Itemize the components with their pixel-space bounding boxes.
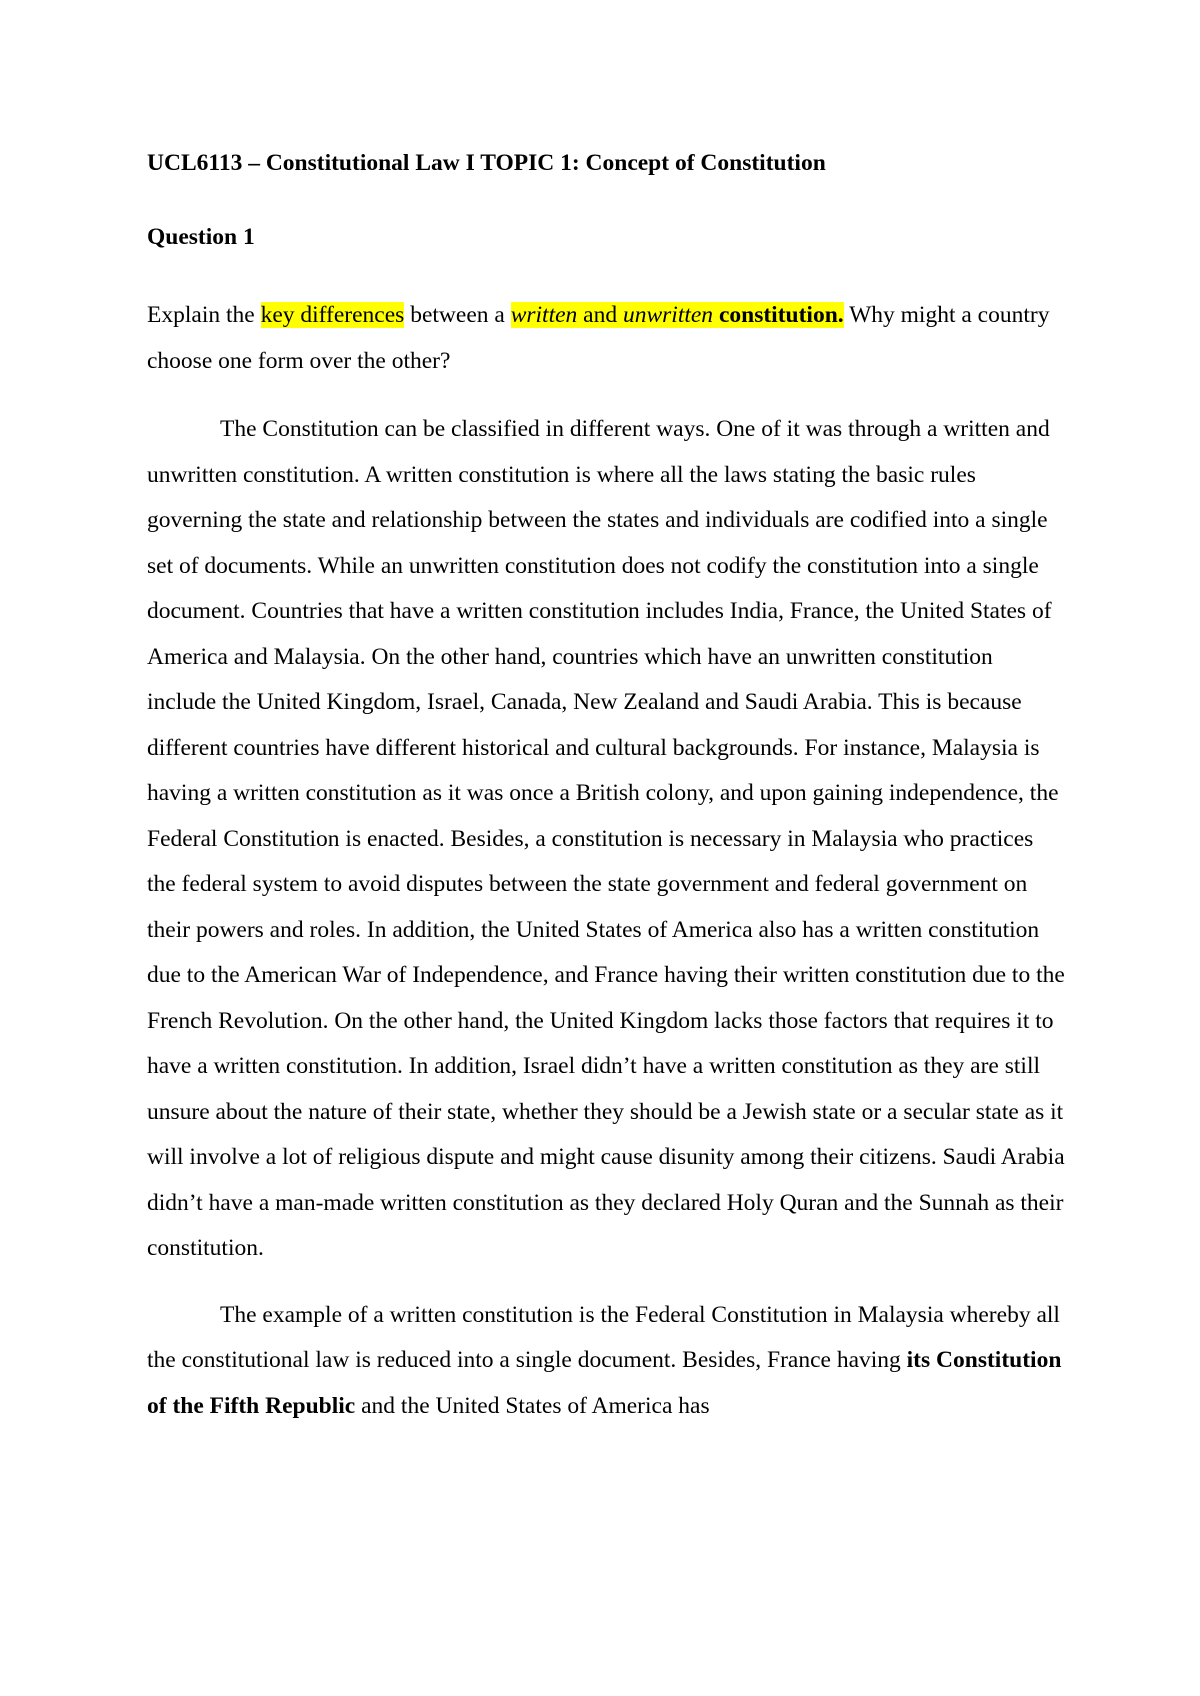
document-body [147,146,1067,1429]
highlight-unwritten: unwritten [622,302,714,328]
highlight-key-differences: key differences [260,302,405,328]
question-text-part3: Why might a country choose one form over the other? [147,302,1050,374]
question-label: Question 1 [147,224,255,250]
paragraph-2-part1: The example of a written constitution is the Federal Constitution in Malaysia whereby all the constitutional law is reduced into a single document. Besides, France having [147,1301,1060,1373]
paragraph-2-bold-phrase: its Constitution of the Fifth Republic [147,1347,1062,1419]
paragraph-2-part2: and the United States of America has [355,1392,710,1419]
highlight-written: written [510,302,578,328]
question-text-part1: Explain the [147,302,261,328]
question-text [147,293,1067,384]
document-title: UCL6113 – Constitutional Law I TOPIC 1: Concept of Constitution [147,150,826,176]
paragraph-1: The Constitution can be classified in different ways. One of it was through a written and unwritten constitution. A written constitution is where all the laws stating the basic rules governing the state and relationship between the states and individuals are codified into a single set of documents. While an unwritten constitution does not codify the constitution into a single document. Countries that have a written constitution includes India, France, the United States of America and Malaysia. On the other hand, countries which have an unwritten constitution include the United Kingdom, Israel, Canada, New Zealand and Saudi Arabia. This is because different countries have different historical and cultural backgrounds. For instance, Malaysia is having a written constitution as it was once a British colony, and upon gaining independence, the Federal Constitution is enacted. Besides, a constitution is necessary in Malaysia who practices the federal system to avoid disputes between the state government and federal government on their powers and roles. In addition, the United States of America also has a written constitution due to the American War of Independence, and France having their written constitution due to the French Revolution. On the other hand, the United Kingdom lacks those factors that requires it to have a written constitution. In addition, Israel didn’t have a written constitution as they are still unsure about the nature of their state, whether they should be a Jewish state or a secular state as it will involve a lot of religious dispute and might cause disunity among their citizens. Saudi Arabia didn’t have a man-made written constitution as they declared Holy Quran and the Sunnah as their constitution. [147,416,1065,1261]
question-text-part2: between a [404,302,511,328]
highlight-and: and [577,302,623,328]
paragraph-2 [147,1293,1067,1430]
highlight-constitution: constitution. [713,302,844,328]
